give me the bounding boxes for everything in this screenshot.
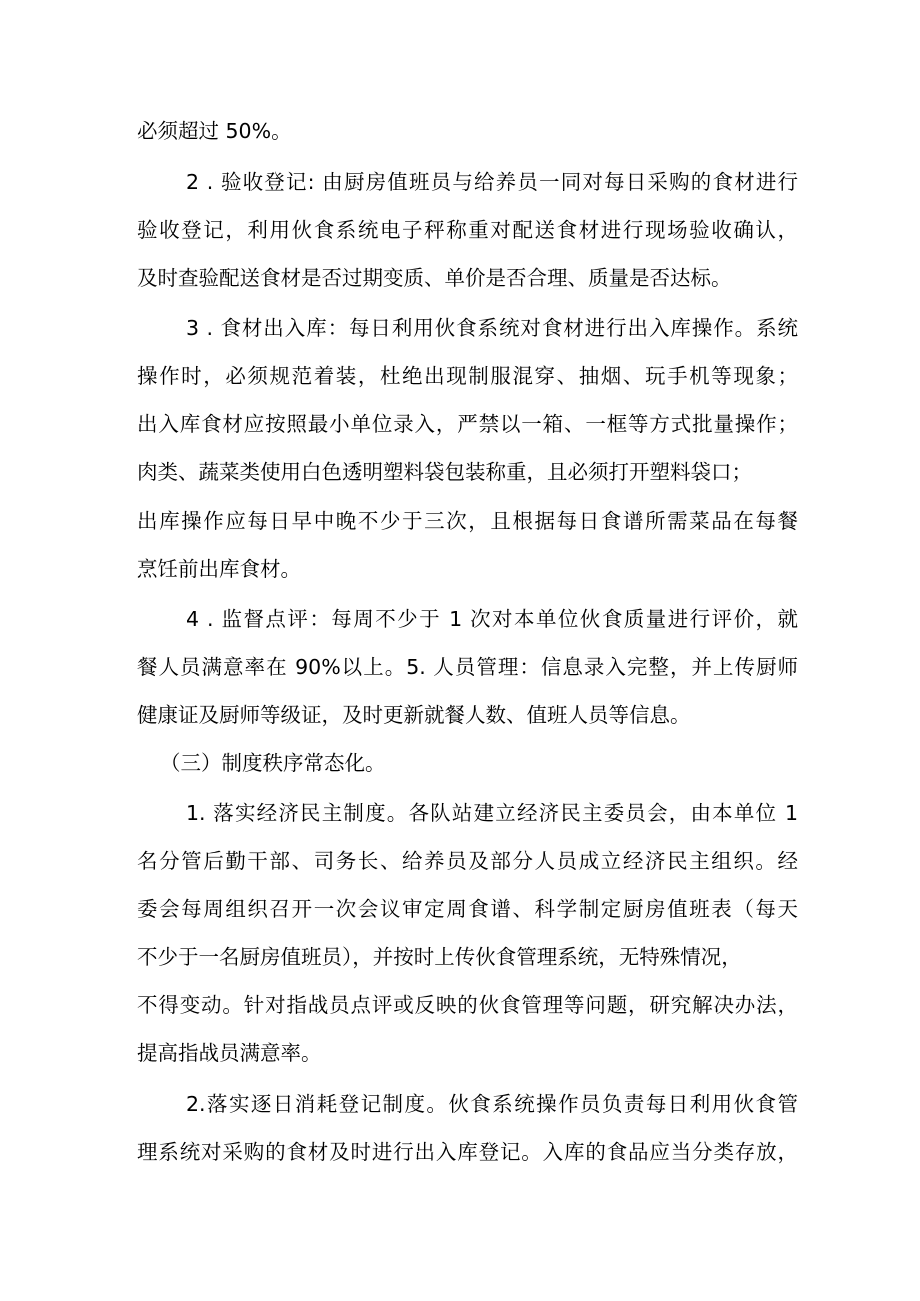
text-line-9: 出库操作应每日早中晚不少于三次，且根据每日食谱所需菜品在每餐: [137, 509, 798, 533]
text-line-20: 提高指战员满意率。: [137, 1041, 322, 1065]
text-line-18: 不少于一名厨房值班员），并按时上传伙食管理系统，无特殊情况，: [137, 945, 742, 969]
text-line-17: 委会每周组织召开一次会议审定周食谱、科学制定厨房值班表（每天: [137, 897, 798, 921]
text-line-22: 理系统对采购的食材及时进行出入库登记。入库的食品应当分类存放，: [137, 1140, 798, 1164]
text-line-21: 2.落实逐日消耗登记制度。伙食系统操作员负责每日利用伙食管: [186, 1092, 798, 1116]
text-line-4: 及时查验配送食材是否过期变质、单价是否合理、质量是否达标。: [137, 266, 732, 290]
text-line-6: 操作时，必须规范着装，杜绝出现制服混穿、抽烟、玩手机等现象；: [137, 364, 798, 388]
text-line-5: 3 . 食材出入库：每日利用伙食系统对食材进行出入库操作。系统: [186, 316, 798, 340]
text-line-19: 不得变动。针对指战员点评或反映的伙食管理等问题，研究解决办法，: [137, 993, 798, 1017]
text-line-7: 出入库食材应按照最小单位录入，严禁以一箱、一框等方式批量操作；: [137, 412, 798, 436]
text-line-16: 名分管后勤干部、司务长、给养员及部分人员成立经济民主组织。经: [137, 849, 798, 873]
text-line-11: 4 . 监督点评：每周不少于 1 次对本单位伙食质量进行评价，就: [186, 607, 798, 631]
text-line-12: 餐人员满意率在 90%以上。5. 人员管理：信息录入完整，并上传厨师: [137, 655, 798, 679]
text-line-15: 1. 落实经济民主制度。各队站建立经济民主委员会，由本单位 1: [186, 801, 798, 825]
text-line-10: 烹饪前出库食材。: [137, 557, 301, 581]
text-line-8: 肉类、蔬菜类使用白色透明塑料袋包装称重，且必须打开塑料袋口；: [137, 460, 752, 484]
text-line-13: 健康证及厨师等级证，及时更新就餐人数、值班人员等信息。: [137, 703, 691, 727]
text-line-2: 2 . 验收登记: 由厨房值班员与给养员一同对每日采购的食材进行: [186, 170, 798, 194]
text-line-1: 必须超过 50%。: [137, 119, 292, 143]
text-line-3: 验收登记，利用伙食系统电子秤称重对配送食材进行现场验收确认，: [137, 218, 798, 242]
section-heading: （三）制度秩序常态化。: [160, 751, 386, 775]
